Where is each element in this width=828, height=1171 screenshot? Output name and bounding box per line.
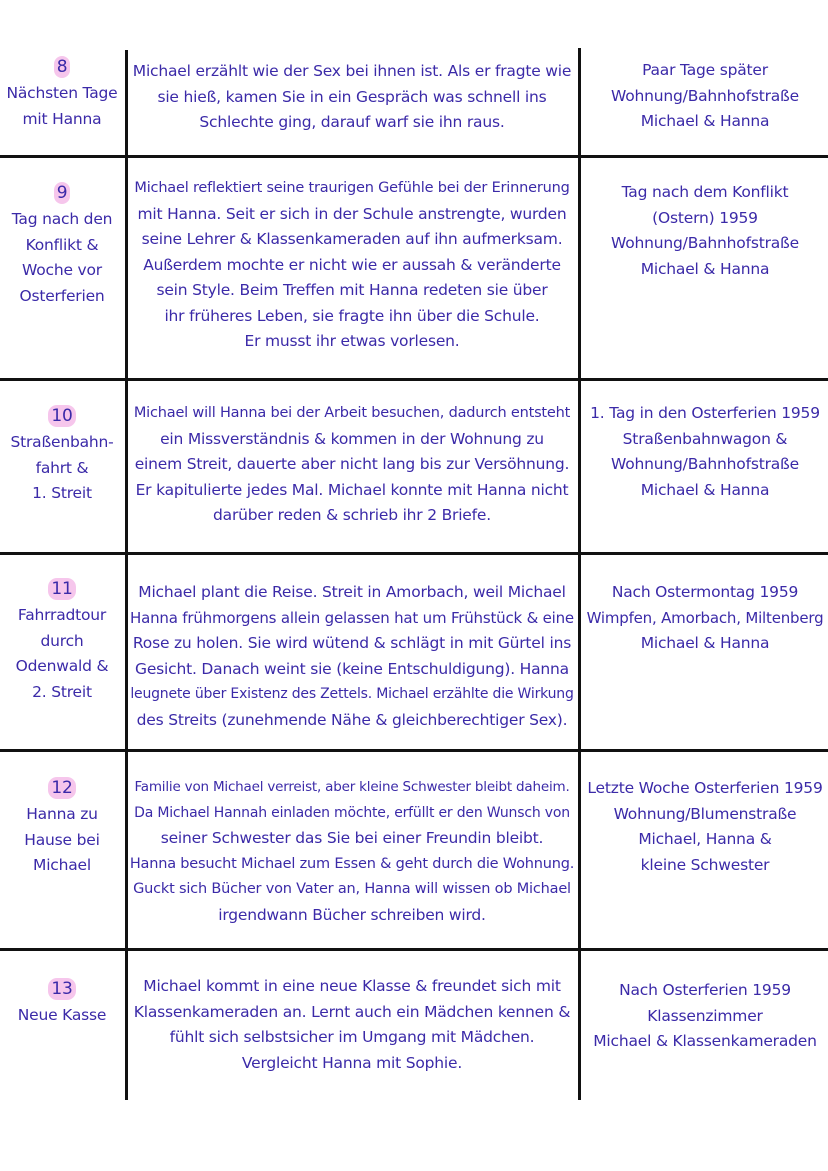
summary-line: Schlechte ging, darauf warf sie ihn raus.: [199, 113, 505, 131]
setting-line: Michael & Hanna: [640, 112, 770, 130]
setting-line: 1. Tag in den Osterferien 1959: [590, 404, 820, 422]
chapter-title-line: fahrt &: [35, 458, 89, 477]
setting-line: Michael & Hanna: [640, 634, 770, 652]
chapter-title-line: 2. Streit: [32, 682, 92, 701]
summary-cell: [126, 59, 578, 136]
chapter-title-line: 1. Streit: [32, 484, 92, 502]
setting-cell: [582, 978, 828, 1055]
chapter-number: 13: [48, 978, 75, 1000]
setting-line: Tag nach dem Konflikt: [621, 183, 789, 201]
summary-line: ihr früheres Leben, sie fragte ihn über die Schule.: [164, 306, 540, 325]
setting-line: Wohnung/Bahnhofstraße: [611, 234, 799, 252]
summary-line: Rose zu holen. Sie wird wütend & schlägt in mit Gürtel ins: [132, 634, 572, 652]
setting-line: Letzte Woche Osterferien 1959: [587, 779, 823, 797]
summary-line: seine Lehrer & Klassenkameraden auf ihn aufmerksam.: [141, 230, 563, 248]
setting-line: Michael & Klassenkameraden: [593, 1032, 817, 1050]
setting-line: Straßenbahnwagon &: [622, 429, 788, 448]
chapter-title-line: Hanna zu: [26, 805, 98, 823]
summary-line: fühlt sich selbstsicher im Umgang mit Mädchen.: [169, 1028, 535, 1046]
setting-line: (Ostern) 1959: [652, 208, 758, 227]
summary-line: Michael will Hanna bei der Arbeit besuchen, dadurch entsteht: [133, 405, 571, 421]
chapter-title-line: Osterferien: [19, 286, 105, 305]
summary-cell: [126, 401, 578, 529]
summary-line: Michael kommt in eine neue Klasse & freundet sich mit: [143, 977, 561, 995]
chapter-title-line: Michael: [33, 856, 91, 874]
summary-cell: [126, 580, 578, 733]
summary-line: Vergleicht Hanna mit Sophie.: [241, 1053, 463, 1072]
chapter-title-line: Hause bei: [24, 830, 100, 849]
chapter-cell: [0, 405, 124, 507]
summary-line: sie hieß, kamen Sie in ein Gespräch was schnell ins: [157, 87, 547, 106]
summary-cell: [126, 974, 578, 1076]
summary-line: Klassenkameraden an. Lernt auch ein Mädchen kennen &: [133, 1002, 571, 1021]
column-divider: [578, 48, 581, 1100]
setting-line: Michael & Hanna: [640, 480, 770, 499]
chapter-number: 11: [48, 578, 75, 600]
chapter-title-line: Straßenbahn-: [10, 433, 114, 451]
chapter-title-line: mit Hanna: [22, 109, 102, 128]
summary-line: Da Michael Hannah einladen möchte, erfüllt er den Wunsch von: [134, 804, 570, 821]
chapter-title-line: durch: [40, 631, 84, 650]
setting-cell: [582, 401, 828, 503]
chapter-cell: [0, 578, 124, 705]
chapter-title-line: Konflikt &: [25, 235, 99, 254]
chapter-number: 12: [48, 777, 75, 799]
chapter-cell: [0, 182, 124, 309]
summary-line: mit Hanna. Seit er sich in der Schule anstrengte, wurden: [137, 204, 567, 223]
setting-cell: [582, 58, 828, 135]
summary-line: Michael erzählt wie der Sex bei ihnen ist. Als er fragte wie: [132, 62, 572, 80]
chapter-cell: [0, 978, 124, 1029]
summary-line: leugnete über Existenz des Zettels. Michael erzählte die Wirkung: [130, 686, 574, 702]
setting-line: Nach Osterferien 1959: [619, 981, 791, 999]
chapter-cell: [0, 777, 124, 879]
chapter-title-line: Fahrradtour: [17, 606, 107, 624]
setting-line: Wohnung/Bahnhofstraße: [611, 86, 799, 105]
chapter-number: 9: [54, 182, 71, 204]
summary-line: Gesicht. Danach weint sie (keine Entschuldigung). Hanna: [135, 659, 569, 678]
setting-line: kleine Schwester: [640, 855, 770, 874]
summary-line: seiner Schwester das Sie bei einer Freundin bleibt.: [160, 829, 544, 847]
summary-line: sein Style. Beim Treffen mit Hanna redeten sie über: [156, 281, 548, 299]
chapter-number: 8: [54, 56, 71, 78]
setting-cell: [582, 776, 828, 878]
chapter-number: 10: [48, 405, 75, 427]
setting-line: Klassenzimmer: [647, 1006, 763, 1025]
summary-cell: [126, 775, 578, 928]
setting-line: Wohnung/Bahnhofstraße: [611, 455, 799, 473]
summary-line: Er musst ihr etwas vorlesen.: [244, 332, 460, 350]
chapter-title-line: Nächsten Tage: [6, 84, 118, 102]
chapter-title-line: Woche vor: [22, 261, 102, 279]
summary-line: irgendwann Bücher schreiben wird.: [218, 905, 486, 924]
summary-line: Hanna frühmorgens allein gelassen hat um Frühstück & eine: [130, 608, 574, 627]
summary-cell: [126, 176, 578, 355]
chapter-cell: [0, 56, 124, 132]
summary-line: darüber reden & schrieb ihr 2 Briefe.: [213, 506, 491, 524]
setting-line: Paar Tage später: [642, 61, 768, 79]
summary-line: Er kapitulierte jedes Mal. Michael konnte mit Hanna nicht: [135, 480, 569, 499]
chapter-title-line: Tag nach den: [11, 210, 113, 228]
setting-line: Michael & Hanna: [640, 259, 770, 278]
summary-line: Hanna besucht Michael zum Essen & geht durch die Wohnung.: [129, 855, 575, 872]
summary-line: Guckt sich Bücher von Vater an, Hanna will wissen ob Michael: [133, 881, 571, 897]
summary-line: Außerdem mochte er nicht wie er aussah & veränderte: [143, 255, 561, 274]
chapter-title-line: Odenwald &: [15, 657, 109, 675]
setting-cell: [582, 180, 828, 282]
summary-line: einem Streit, dauerte aber nicht lang bis zur Versöhnung.: [134, 455, 570, 473]
summary-line: Michael plant die Reise. Streit in Amorbach, weil Michael: [138, 583, 566, 601]
summary-line: Familie von Michael verreist, aber kleine Schwester bleibt daheim.: [134, 779, 570, 795]
summary-line: des Streits (zunehmende Nähe & gleichberechtiger Sex).: [136, 710, 568, 729]
setting-line: Wohnung/Blumenstraße: [613, 804, 797, 823]
setting-line: Michael, Hanna &: [638, 830, 772, 848]
summary-line: ein Missverständnis & kommen in der Wohnung zu: [160, 429, 544, 448]
chapter-title-line: Neue Kasse: [17, 1006, 107, 1024]
summary-line: Michael reflektiert seine traurigen Gefühle bei der Erinnerung: [134, 180, 570, 196]
setting-cell: [582, 580, 828, 657]
setting-line: Wimpfen, Amorbach, Miltenberg: [586, 608, 824, 627]
setting-line: Nach Ostermontag 1959: [611, 583, 799, 601]
